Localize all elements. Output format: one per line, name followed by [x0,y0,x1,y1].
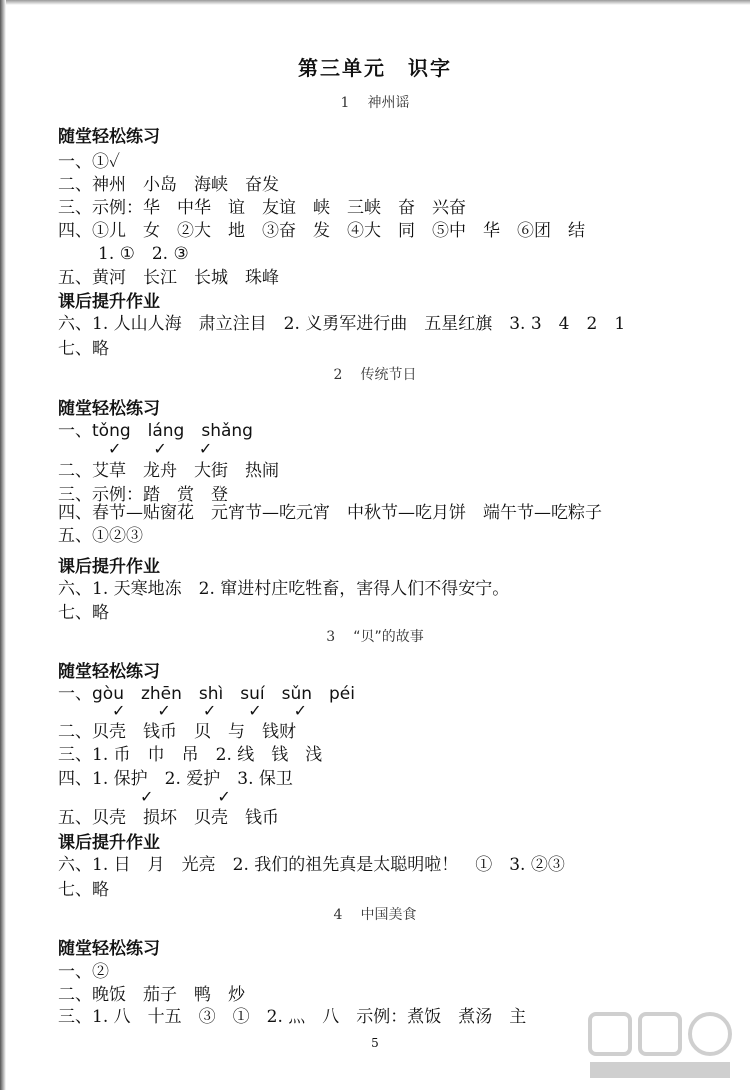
answer-line: 三、示例：华 中华 谊 友谊 峡 三峡 奋 兴奋 [58,198,466,218]
answer-line: 七、略 [58,603,109,623]
answer-line: 五、黄河 长江 长城 珠峰 [58,268,279,288]
answer-line: 三、示例：踏 赏 登 [58,485,228,505]
answer-line: 四、1. 保护 2. 爱护 3. 保卫 [58,769,293,789]
pinyin-line: 一、gòu zhēn shì suí sǔn péi [58,684,355,704]
answer-line: 五、贝壳 损坏 贝壳 钱币 [58,808,279,828]
section-heading: 随堂轻松练习 [58,399,160,419]
answer-line: 一、② [58,962,109,982]
lesson-3-heading [0,626,750,646]
answer-line: 二、艾草 龙舟 大街 热闹 [58,461,279,481]
answer-line: 二、贝壳 钱币 贝 与 钱财 [58,722,296,742]
lesson-title: 传统节日 [360,367,417,383]
page-number: 5 [371,1036,379,1050]
answer-line: 1. ① 2. ③ [98,244,189,264]
lesson-1-heading [0,92,750,112]
lesson-title: “贝”的故事 [353,629,424,645]
page-top-edge [0,0,750,5]
checkmark-row: ✓ ✓ [140,787,231,806]
answer-line: 一、①✓ [58,152,120,172]
checkmark-row: ✓ ✓ ✓ ✓ ✓ [112,701,308,720]
lesson-2-heading [0,364,750,384]
lesson-number: 1 [340,95,350,111]
pinyin-line: 一、tǒng láng shǎng [58,421,253,441]
answer-line: 三、1. 币 巾 吊 2. 线 钱 浅 [58,745,323,765]
lesson-title: 神州谣 [367,95,410,111]
answer-line: 六、1. 日 月 光亮 2. 我们的祖先真是太聪明啦！ ① 3. ②③ [58,855,565,875]
section-heading: 课后提升作业 [58,833,160,853]
answer-line: 三、1. 八 十五 ③ ① 2. 灬 八 示例：煮饭 煮汤 主 [58,1007,527,1027]
answer-line: 七、略 [58,880,109,900]
section-heading: 课后提升作业 [58,292,160,312]
answer-line: 二、晚饭 茄子 鸭 炒 [58,985,245,1005]
answer-line: 六、1. 人山人海 肃立注目 2. 义勇军进行曲 五星红旗 3. 3 4 2 1 [58,314,626,334]
lesson-number: 4 [333,907,343,923]
watermark-logo-icon [582,1004,742,1084]
answer-line: 七、略 [58,339,109,359]
section-heading: 课后提升作业 [58,557,160,577]
answer-line: 五、①②③ [58,526,143,546]
lesson-4-heading [0,904,750,924]
section-heading: 随堂轻松练习 [58,939,160,959]
section-heading: 随堂轻松练习 [58,127,160,147]
answer-line: 四、春节—贴窗花 元宵节—吃元宵 中秋节—吃月饼 端午节—吃粽子 [58,503,602,523]
unit-title: 第三单元 识字 [298,56,452,80]
lesson-number: 3 [326,629,336,645]
lesson-title: 中国美食 [360,907,417,923]
answer-line: 二、神州 小岛 海峡 奋发 [58,175,279,195]
answer-line: 四、①儿 女 ②大 地 ③奋 发 ④大 同 ⑤中 华 ⑥团 结 [58,221,585,241]
checkmark-row: ✓ ✓ ✓ [108,439,213,458]
answer-line: 六、1. 天寒地冻 2. 窜进村庄吃牲畜，害得人们不得安宁。 [58,579,510,599]
lesson-number: 2 [333,367,343,383]
section-heading: 随堂轻松练习 [58,662,160,682]
page-binding-edge [0,0,6,1090]
